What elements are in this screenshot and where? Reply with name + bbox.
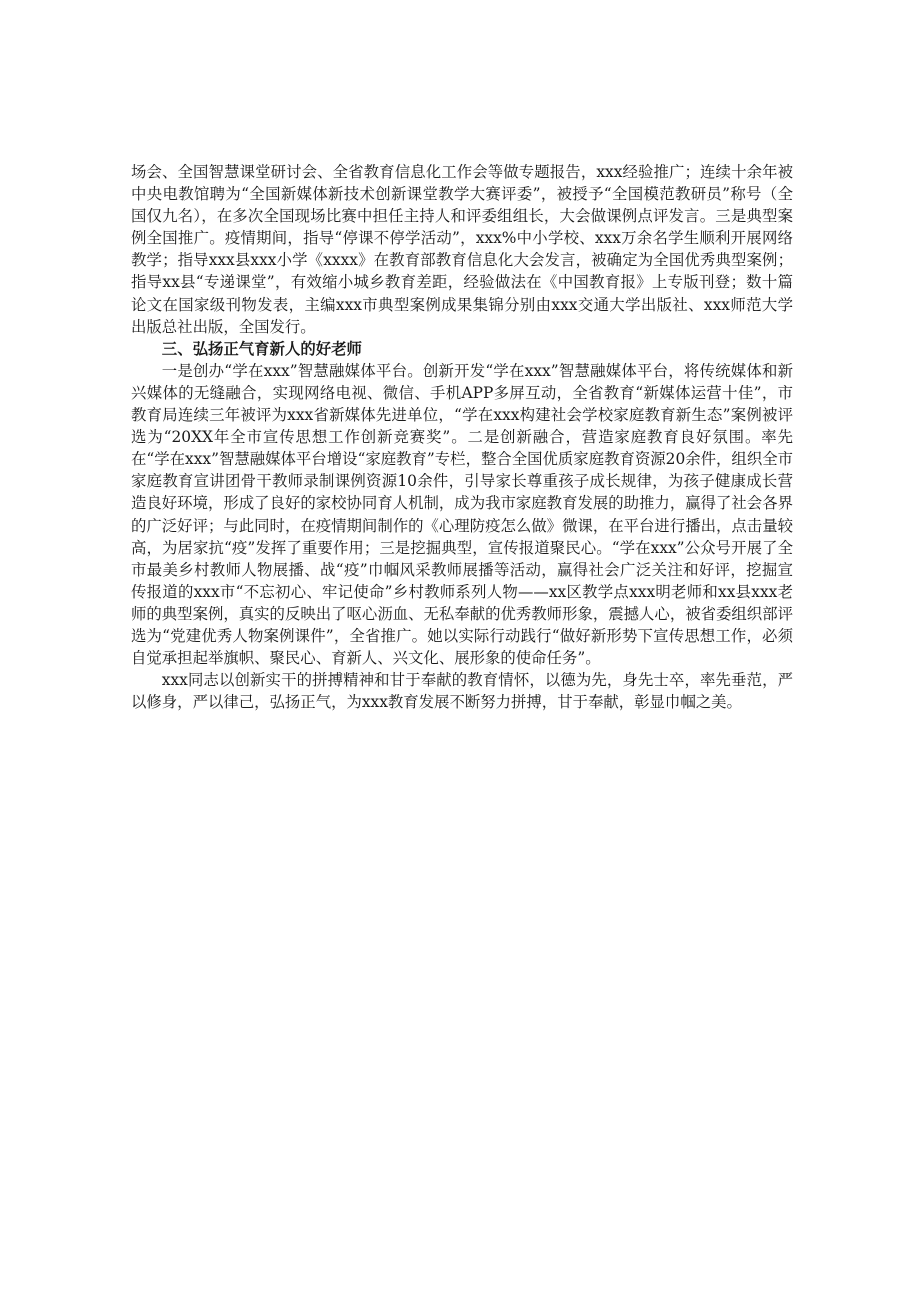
paragraph-conclusion: xxx同志以创新实干的拼搏精神和甘于奉献的教育情怀，以德为先，身先士卒，率先垂范，严以修身，严以律己，弘扬正气，为xxx教育发展不断努力拼搏，甘于奉献，彰显巾帼之美。 (131, 671, 793, 712)
paragraph-continuation: 场会、全国智慧课堂研讨会、全省教育信息化工作会等做专题报告，xxx经验推广；连续十余年被中央电教馆聘为“全国新媒体新技术创新课堂教学大赛评委”，被授予“全国模范教研员”称号（全国仅九名），在多次全国现场比赛中担任主持人和评委组组长，大会做课例点评发言。三是典型案例全国推广。疫情期间，指导“停课不停学活动”，xxx%中小学校、xxx万余名学生顺利开展网络教学；指导xxx县xxx小学《xxxx》在教育部教育信息化大会发言，被确定为全国优秀典型案例；指导xx县“专递课堂”，有效缩小城乡教育差距，经验做法在《中国教育报》上专版刊登；数十篇论文在国家级刊物发表，主编xxx市典型案例成果集锦分别由xxx交通大学出版社、xxx师范大学出版总社出版，全国发行。 (131, 163, 793, 336)
document-body (131, 161, 793, 713)
section-heading: 三、弘扬正气育新人的好老师 (161, 339, 362, 358)
paragraph-section-three: 一是创办“学在xxx”智慧融媒体平台。创新开发“学在xxx”智慧融媒体平台，将传统媒体和新兴媒体的无缝融合，实现网络电视、微信、手机APP多屏互动，全省教育“新媒体运营十佳”，市教育局连续三年被评为xxx省新媒体先进单位，“学在xxx构建社会学校家庭教育新生态”案例被评选为“20XX年全市宣传思想工作创新竞赛奖”。二是创新融合，营造家庭教育良好氛围。率先在“学在xxx”智慧融媒体平台增设“家庭教育”专栏，整合全国优质家庭教育资源20余件，组织全市家庭教育宣讲团骨干教师录制课例资源10余件，引导家长尊重孩子成长规律，为孩子健康成长营造良好环境，形成了良好的家校协同育人机制，成为我市家庭教育发展的助推力，赢得了社会各界的广泛好评；与此同时，在疫情期间制作的《心理防疫怎么做》微课，在平台进行播出，点击量较高，为居家抗“疫”发挥了重要作用；三是挖掘典型，宣传报道聚民心。“学在xxx”公众号开展了全市最美乡村教师人物展播、战“疫”巾帼风采教师展播等活动，赢得社会广泛关注和好评，挖掘宣传报道的xxx市“不忘初心、牢记使命”乡村教师系列人物——xx区教学点xxx明老师和xx县xxx老师的典型案例，真实的反映出了呕心沥血、无私奉献的优秀教师形象，震撼人心，被省委组织部评选为“党建优秀人物案例课件”，全省推广。她以实际行动践行“做好新形势下宣传思想工作，必须自觉承担起举旗帜、聚民心、育新人、兴文化、展形象的使命任务”。 (131, 361, 793, 668)
